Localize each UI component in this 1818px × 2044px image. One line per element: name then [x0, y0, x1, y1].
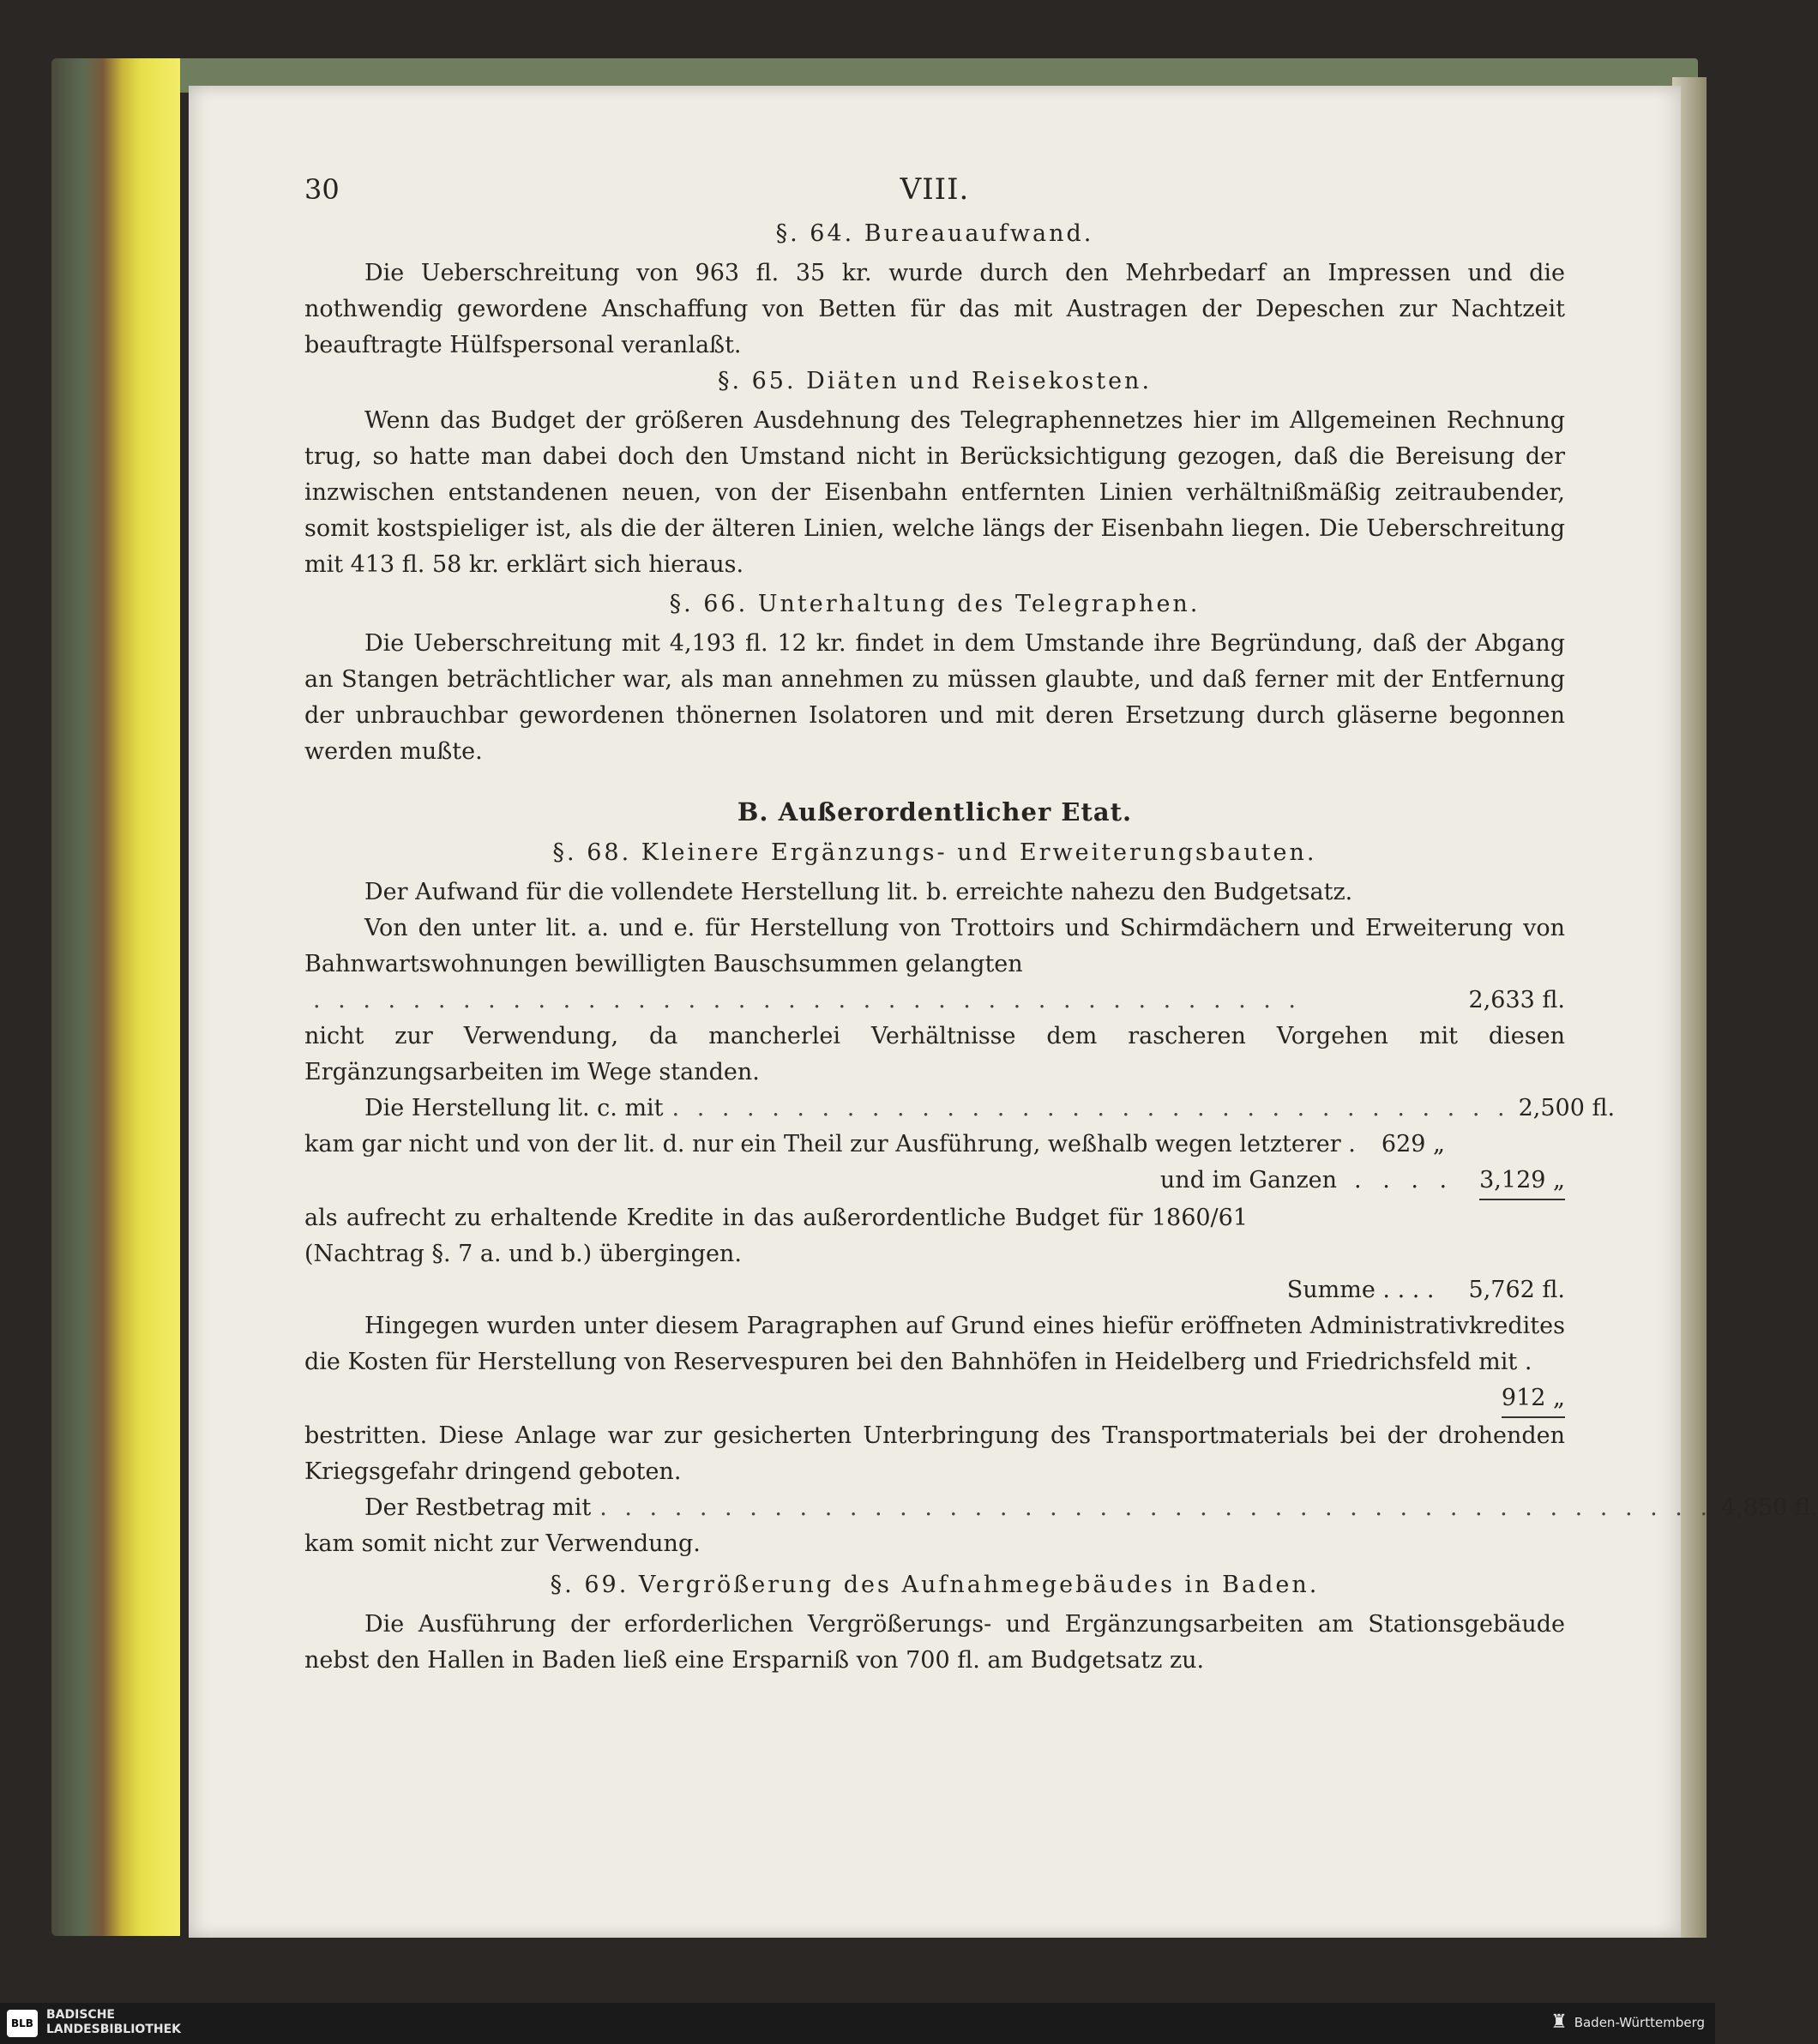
rest-label: Der Restbetrag mit — [364, 1494, 592, 1521]
section-68-heading: §. 68. Kleinere Ergänzungs- und Erweiterungsbauten. — [552, 839, 1317, 866]
leader-dots: . . . . . . . . . . . . . . . . . . . . . . . . . . . . . . . . . . . . . . . . — [313, 987, 1302, 1013]
leader-dots: . . . . . . . . . . . . . . . . . . . . . . . . . . . . . . . . . . — [671, 1095, 1510, 1121]
line-rest — [304, 1490, 1818, 1526]
amount-lit-d: 629 „ — [1381, 1131, 1445, 1157]
line-summe — [304, 1272, 1565, 1308]
section-68-p6: bestritten. Diese Anlage war zur gesicherten Unterbringung des Transportmaterials bei der drohenden Kriegsgefahr dringend geboten. — [304, 1422, 1565, 1485]
section-68-p1: Der Aufwand für die vollendete Herstellung lit. b. erreichte nahezu den Budgetsatz. — [364, 879, 1353, 905]
line-lit-c — [304, 1091, 1616, 1127]
line-lit-d — [304, 1127, 1445, 1163]
section-65-text: Wenn das Budget der größeren Ausdehnung des Telegraphennetzes hier im Allgemeinen Rechnung trug, so hatte man dabei doch den Umstand nicht in Berücksichtigung gezogen, daß die Bereisung der inzwischen entstandenen neuen, von der Eisenbahn entfernten Linien verhältnißmäßig zeitraubender, somit kostspieliger ist, als die der älteren Linien, welche längs der Eisenbahn liegen. Die Ueberschreitung mit 413 fl. 58 kr. erklärt sich hieraus. — [304, 407, 1565, 578]
section-69-text: Die Ausführung der erforderlichen Vergrößerungs- und Ergänzungsarbeiten am Stationsgebäude nebst den Hallen in Baden ließ eine Ersparniß von 700 fl. am Budgetsatz zu. — [304, 1611, 1565, 1674]
section-68-p7: kam somit nicht zur Verwendung. — [304, 1530, 701, 1557]
blb-logo: BLB — [7, 2010, 38, 2037]
line-lit-c-text: Die Herstellung lit. c. mit — [364, 1095, 664, 1121]
coat-of-arms-icon: ♜ — [1550, 2011, 1568, 2033]
footer-bar — [0, 2003, 1715, 2044]
section-64-text: Die Ueberschreitung von 963 fl. 35 kr. wurde durch den Mehrbedarf an Impressen und die nothwendig gewordene Anschaffung von Betten für das mit Austragen der Depeschen zur Nachtzeit beauftragte Hülfspersonal veranlaßt. — [304, 260, 1565, 358]
ganzen-dots: . . . . — [1354, 1167, 1454, 1193]
amount-ganzen: 3,129 „ — [1479, 1163, 1565, 1200]
state-name: Baden-Württemberg — [1574, 2015, 1705, 2030]
book-page — [189, 86, 1818, 1938]
summe-label: Summe . . . . — [1286, 1277, 1435, 1303]
section-66-heading: §. 66. Unterhaltung des Telegraphen. — [669, 591, 1201, 617]
section-64-heading: §. 64. Bureauaufwand. — [775, 220, 1094, 247]
page-header — [304, 171, 1565, 216]
etat-heading: B. Außerordentlicher Etat. — [737, 797, 1133, 827]
amount-summe: 5,762 fl. — [1468, 1277, 1565, 1303]
section-68-p3: nicht zur Verwendung, da mancherlei Verhältnisse dem rascheren Vorgehen mit diesen Ergänzungsarbeiten im Wege standen. — [304, 1023, 1565, 1085]
book-page-edges — [51, 58, 180, 1936]
section-69-heading: §. 69. Vergrößerung des Aufnahmegebäudes in Baden. — [550, 1572, 1320, 1598]
chapter-title: VIII. — [900, 172, 970, 207]
leader-dots: . . . . . . . . . . . . . . . . . . . . . . . . . . . . . . . . . . . . . . . . . . . . . — [599, 1494, 1713, 1521]
library-name-line2: LANDESBIBLIOTHEK — [46, 2023, 182, 2036]
ganzen-label: und im Ganzen — [1159, 1167, 1338, 1193]
section-68-p4: als aufrecht zu erhaltende Kredite in das außerordentliche Budget für 1860/61 (Nachtrag §. 7 a. und b.) übergingen. — [304, 1205, 1248, 1267]
section-68-p2: Von den unter lit. a. und e. für Herstellung von Trottoirs und Schirmdächern und Erweiterung von Bahnwartswohnungen bewilligten Bauschsummen gelangten — [304, 915, 1565, 977]
amount-lit-c: 2,500 fl. — [1518, 1095, 1616, 1121]
line-ganzen — [304, 1163, 1565, 1200]
amount-rest: 4,850 fl. — [1721, 1494, 1818, 1521]
line-reserve — [304, 1380, 1565, 1418]
section-66-text: Die Ueberschreitung mit 4,193 fl. 12 kr. findet in dem Umstande ihre Begründung, daß der Abgang an Stangen beträchtlicher war, als man annehmen zu müssen glaubte, und daß ferner mit der Entfernung der unbrauchbar gewordenen thönernen Isolatoren und mit deren Ersetzung durch gläserne begonnen werden mußte. — [304, 630, 1565, 765]
amount-reserve: 912 „ — [1502, 1380, 1565, 1418]
section-65-heading: §. 65. Diäten und Reisekosten. — [717, 368, 1153, 394]
amount-unused: 2,633 fl. — [1468, 987, 1565, 1013]
library-name — [46, 2008, 181, 2037]
line-lit-d-text: kam gar nicht und von der lit. d. nur ein Theil zur Ausführung, weßhalb wegen letzterer . — [304, 1131, 1356, 1157]
amount-row-unused — [304, 983, 1565, 1019]
page-content — [304, 171, 1818, 1679]
library-name-line1: BADISCHE — [46, 2008, 115, 2022]
page-number: 30 — [304, 173, 340, 206]
section-68-p5: Hingegen wurden unter diesem Paragraphen auf Grund eines hiefür eröffneten Administrativkredites die Kosten für Herstellung von Reservespuren bei den Bahnhöfen in Heidelberg und Friedrichsfeld mit . — [304, 1313, 1565, 1375]
